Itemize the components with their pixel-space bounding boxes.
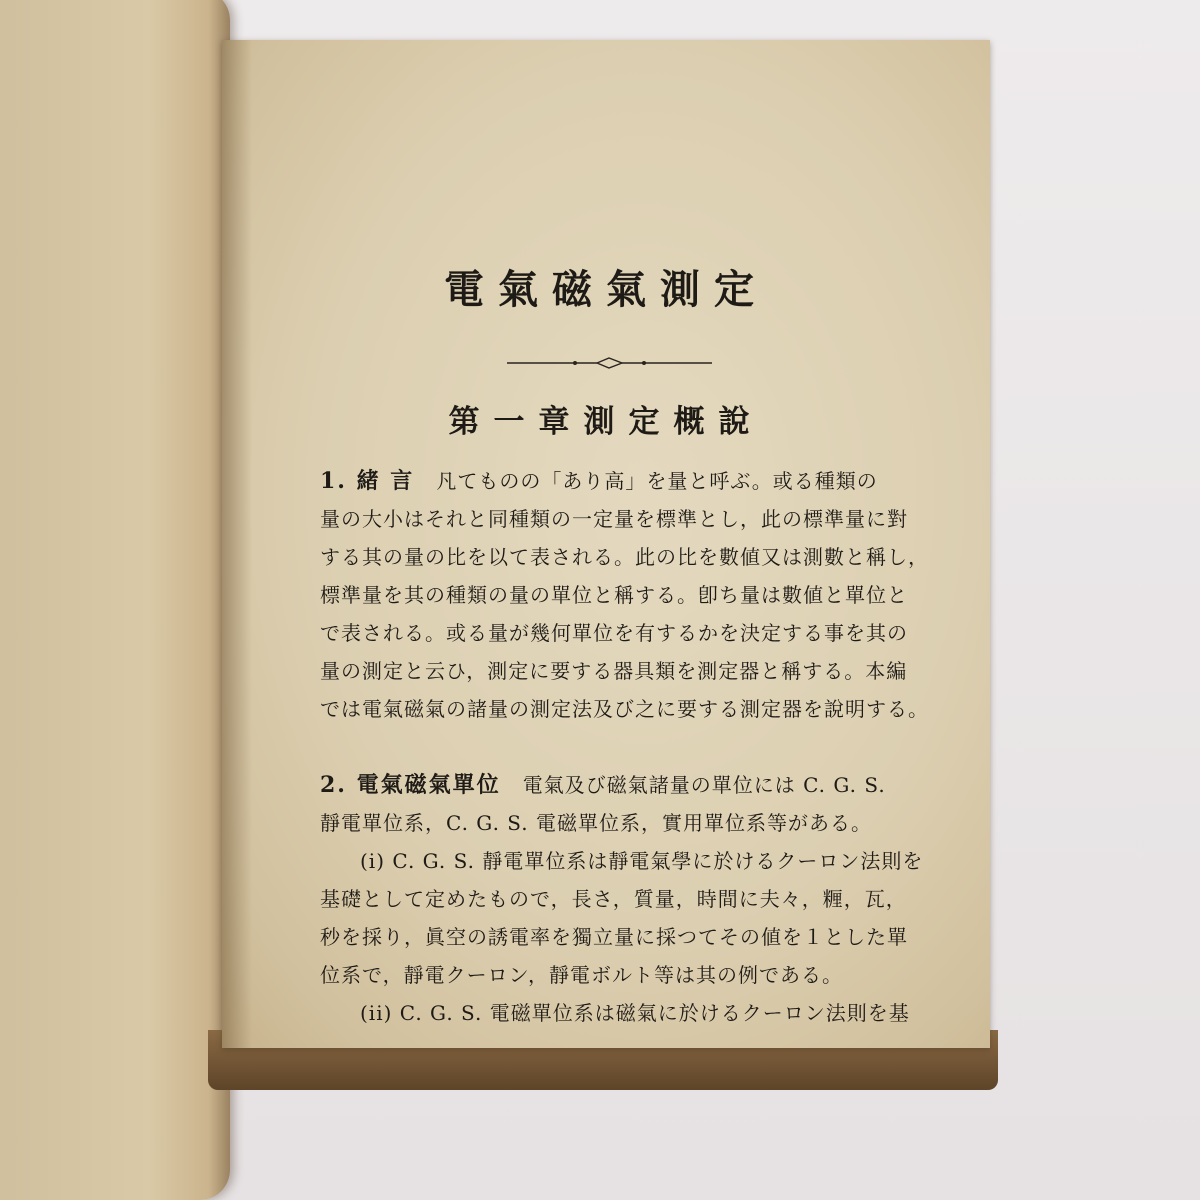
text-line: 位系で，靜電クーロン，靜電ボルト等は其の例である。 <box>320 963 843 987</box>
left-page <box>0 0 230 1200</box>
section-heading: 1. 緒 言 <box>320 468 415 494</box>
text-line: で表される。或る量が幾何單位を有するかを決定する事を其の <box>320 621 908 645</box>
text-line: (ii) C. G. S. 電磁單位系は磁氣に於けるクーロン法則を基 <box>360 1001 910 1025</box>
text-line: (i) C. G. S. 靜電單位系は靜電氣學に於けるクーロン法則を <box>360 849 924 873</box>
section-heading: 2. 電氣磁氣單位 <box>320 772 501 798</box>
main-title: 電氣磁氣測定 <box>444 266 768 313</box>
section-introduction <box>320 462 929 728</box>
text-line: では電氣磁氣の諸量の測定法及び之に要する測定器を說明する。 <box>320 697 929 721</box>
text-line: 1. 緒 言 凡てものの「あり高」を量と呼ぶ。或る種類の <box>320 468 878 494</box>
text-line: 靜電單位系，C. G. S. 電磁單位系，實用單位系等がある。 <box>320 811 872 835</box>
chapter-title: 第一章測定概說 <box>448 404 764 440</box>
text-line: 量の測定と云ひ，測定に要する器具類を測定器と稱する。本編 <box>320 659 908 683</box>
title-ornament-divider <box>507 355 712 371</box>
text-line: 秒を採り，眞空の誘電率を獨立量に採つてその値を１とした單 <box>320 925 908 949</box>
text-line: 標準量を其の種類の量の單位と稱する。卽ち量は數値と單位と <box>320 583 908 607</box>
text-line: する其の量の比を以て表される。此の比を數値又は測數と稱し， <box>320 545 929 569</box>
right-page <box>222 40 990 1048</box>
text-line: 基礎として定めたもので，長さ，質量，時間に夫々，糎，瓦， <box>320 887 907 911</box>
page-gutter-shadow <box>222 40 252 1048</box>
text-line: 2. 電氣磁氣單位 電氣及び磁氣諸量の單位には C. G. S. <box>320 772 886 798</box>
section-units <box>320 766 924 1032</box>
text-line: 量の大小はそれと同種類の一定量を標準とし，此の標準量に對 <box>320 507 908 531</box>
